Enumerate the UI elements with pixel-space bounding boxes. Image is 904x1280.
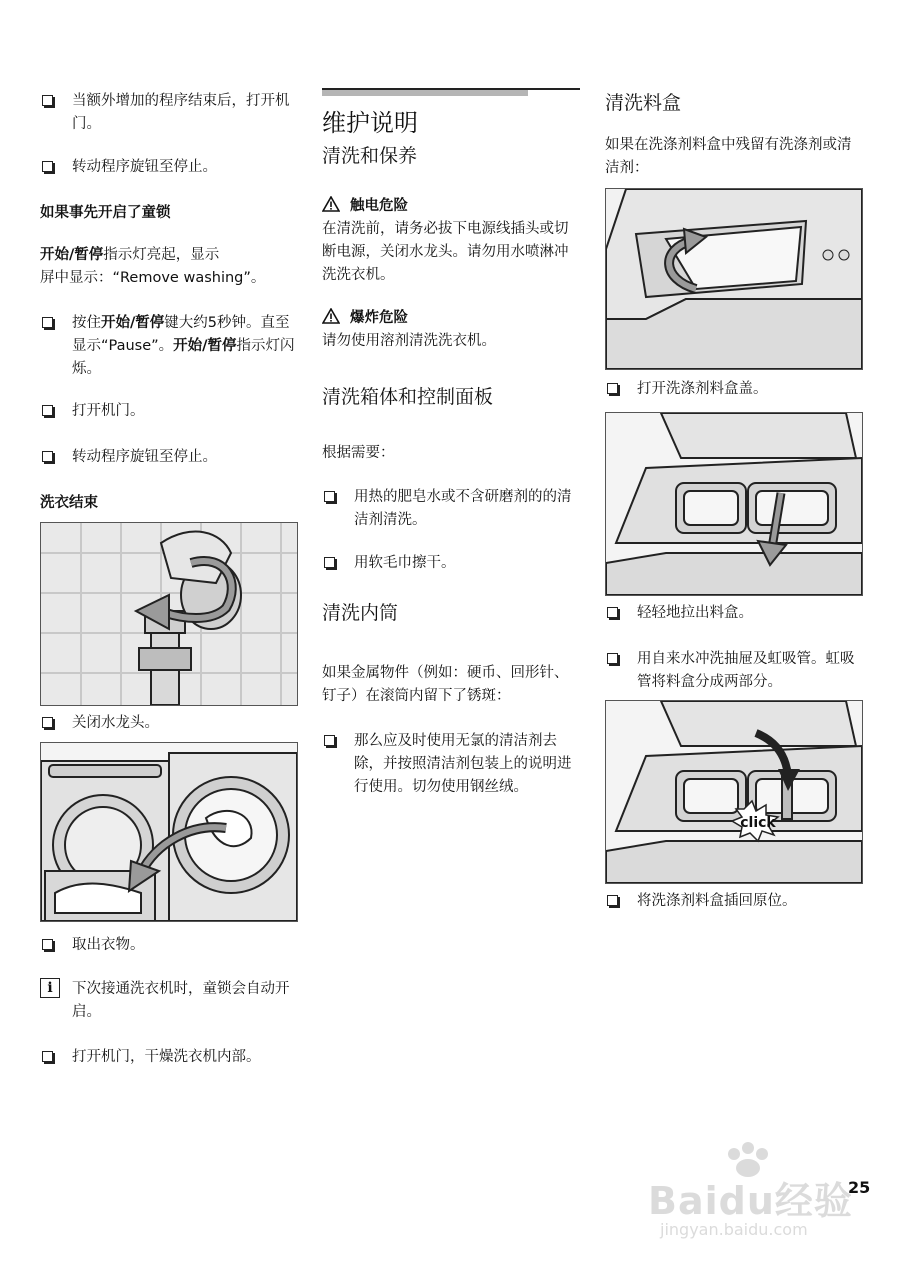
step-item: 转动程序旋钮至停止。	[40, 446, 298, 469]
watermark-main: Baidu经验	[648, 1179, 853, 1223]
step-item: 将洗涤剂料盒插回原位。	[605, 890, 865, 913]
section-heading-drum: 清洗内筒	[322, 602, 399, 624]
checkbox-bullet-icon	[607, 383, 618, 394]
checkbox-bullet-icon	[42, 95, 53, 106]
child-lock-heading: 如果事先开启了童锁	[40, 205, 171, 221]
step-item: 轻轻地拉出料盒。	[605, 602, 865, 625]
info-icon: i	[40, 978, 60, 998]
step-item: 当额外增加的程序结束后，打开机门。	[40, 90, 298, 136]
step-item: 用自来水冲洗抽屉及虹吸管。虹吸管将料盒分成两部分。	[605, 648, 865, 694]
remove-laundry-illustration	[40, 742, 298, 922]
step-item: 按住开始/暂停键大约5秒钟。直至显示“Pause”。开始/暂停指示灯闪烁。	[40, 312, 298, 381]
checkbox-bullet-icon	[42, 717, 53, 728]
step-item: 打开机门。	[40, 400, 298, 423]
checkbox-bullet-icon	[42, 317, 53, 328]
drum-text: 如果金属物件（例如：硬币、回形针、钉子）在滚筒内留下了锈斑：	[322, 665, 569, 704]
watermark	[640, 1140, 870, 1250]
warning-icon	[322, 308, 340, 324]
open-dispenser-lid-illustration	[605, 188, 863, 370]
checkbox-bullet-icon	[324, 491, 335, 502]
step-item: 那么应及时使用无氯的清洁剂去除，并按照清洁剂包装上的说明进行使用。切勿使用钢丝绒。	[322, 730, 580, 799]
explosion-warning: 爆炸危险 请勿使用溶剂清洗洗衣机。	[322, 310, 496, 349]
dispenser-intro: 如果在洗涤剂料盒中残留有洗涤剂或清洁剂：	[605, 137, 852, 176]
checkbox-bullet-icon	[42, 451, 53, 462]
step-item: 取出衣物。	[40, 934, 298, 957]
checkbox-bullet-icon	[607, 653, 618, 664]
watermark-sub: jingyan.baidu.com	[660, 1220, 808, 1239]
as-needed-text: 根据需要：	[322, 445, 395, 461]
warning-icon	[322, 196, 340, 212]
step-item: 用热的肥皂水或不含研磨剂的的清洁剂清洗。	[322, 486, 580, 532]
pull-out-drawer-illustration	[605, 412, 863, 596]
click-label: click	[740, 815, 776, 831]
step-item: 关闭水龙头。	[40, 712, 298, 735]
section-heading-cabinet: 清洗箱体和控制面板	[322, 386, 494, 408]
section-heading-dispenser: 清洗料盒	[605, 92, 682, 114]
checkbox-bullet-icon	[324, 735, 335, 746]
close-tap-illustration	[40, 522, 298, 706]
wash-end-heading: 洗衣结束	[40, 495, 98, 511]
info-note: i 下次接通洗衣机时，童锁会自动开启。	[40, 978, 298, 1024]
step-item: 用软毛巾擦干。	[322, 552, 580, 575]
step-item: 转动程序旋钮至停止。	[40, 156, 298, 179]
page-subtitle: 清洗和保养	[322, 145, 418, 167]
checkbox-bullet-icon	[42, 1051, 53, 1062]
checkbox-bullet-icon	[42, 405, 53, 416]
page-title: 维护说明	[322, 109, 418, 137]
checkbox-bullet-icon	[42, 161, 53, 172]
page-number: 25	[848, 1178, 871, 1197]
electric-shock-warning: 触电危险 在清洗前，请务必拔下电源线插头或切断电源，关闭水龙头。请勿用水喷淋冲洗洗衣机。	[322, 198, 569, 283]
step-item: 打开洗涤剂料盒盖。	[605, 378, 865, 401]
section-divider	[322, 88, 580, 90]
step-item: 打开机门，干燥洗衣机内部。	[40, 1046, 298, 1069]
child-lock-text: 开始/暂停指示灯亮起，显示 屏中显示：“Remove washing”。	[40, 247, 266, 286]
checkbox-bullet-icon	[42, 939, 53, 950]
checkbox-bullet-icon	[607, 607, 618, 618]
insert-siphon-illustration	[605, 700, 863, 884]
checkbox-bullet-icon	[324, 557, 335, 568]
checkbox-bullet-icon	[607, 895, 618, 906]
